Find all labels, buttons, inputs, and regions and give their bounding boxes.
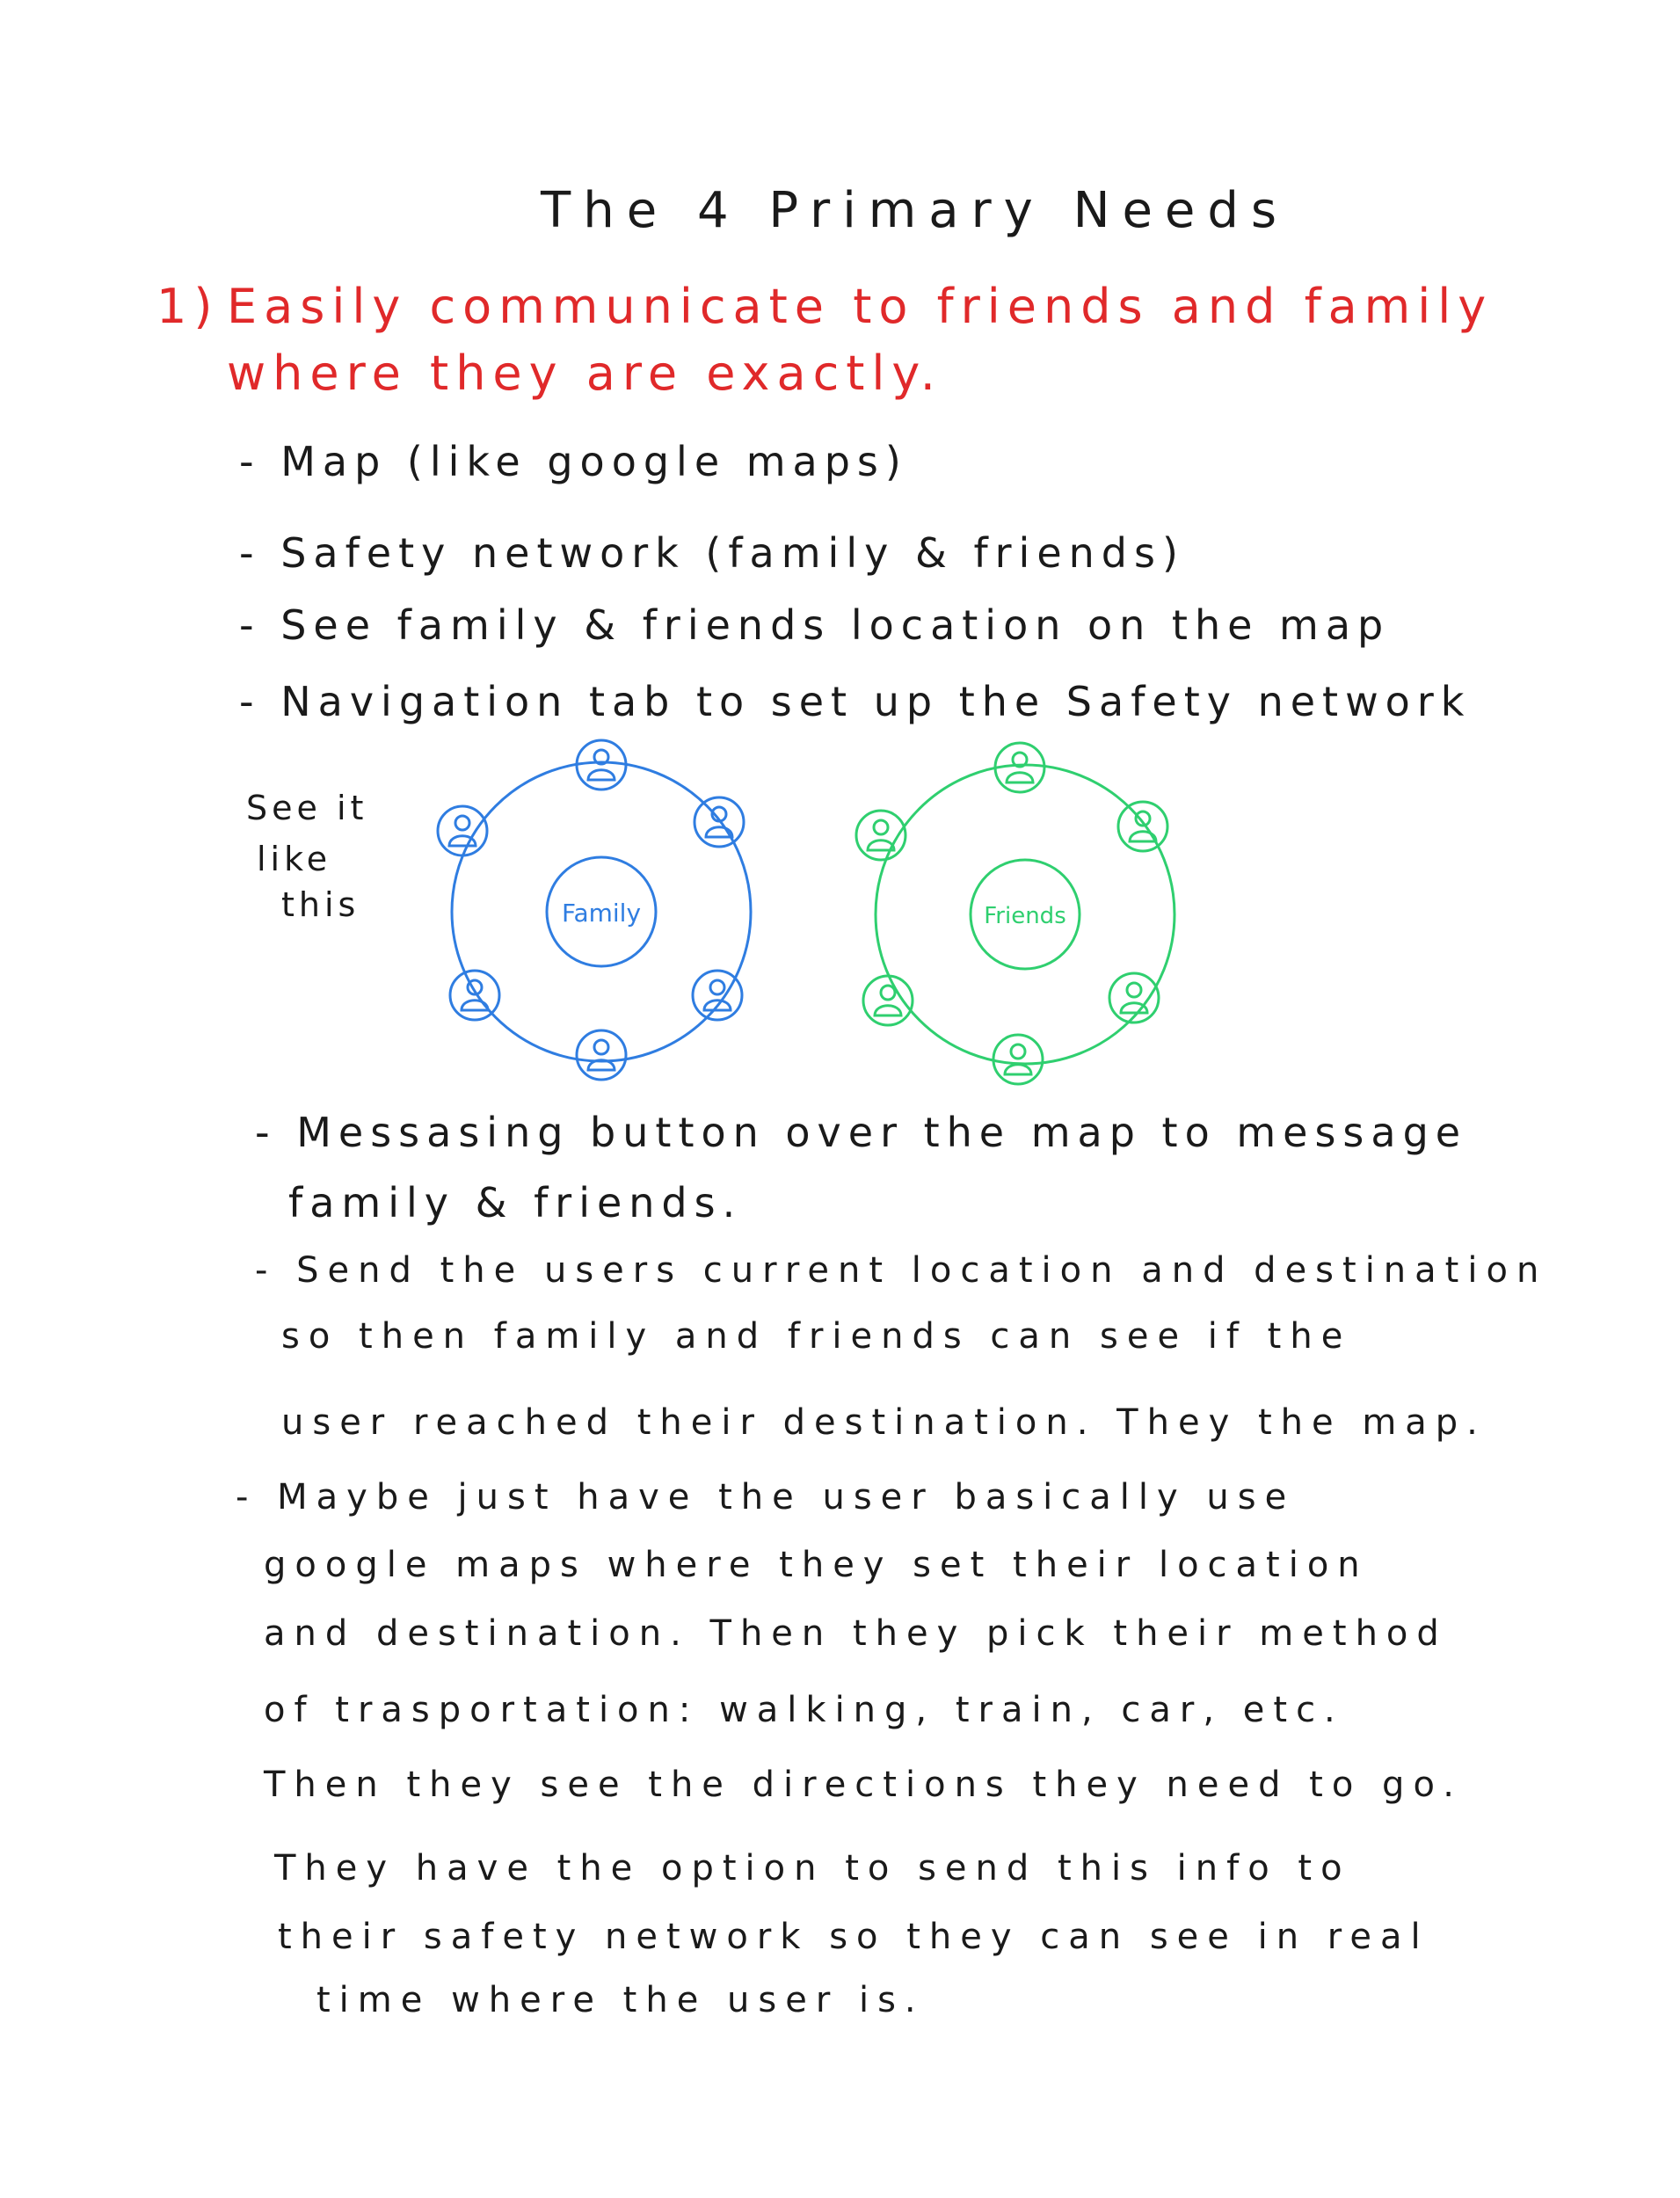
maybe-line-4: of trasportation: walking, train, car, etc. bbox=[264, 1690, 1344, 1730]
family-member-icon bbox=[577, 740, 626, 790]
need-heading-line-1: Easily communicate to friends and family bbox=[227, 279, 1494, 334]
friends-member-icon bbox=[863, 976, 913, 1025]
side-note-line-2: like bbox=[257, 840, 332, 878]
messaging-line-1: - Messasing button over the map to message bbox=[255, 1109, 1468, 1156]
send-line-2: so then family and friends can see if the bbox=[281, 1316, 1352, 1357]
need-heading-line-2: where they are exactly. bbox=[227, 346, 942, 401]
send-line-1: - Send the users current location and destination bbox=[255, 1250, 1548, 1291]
bullet-see-location: - See family & friends location on the map bbox=[239, 601, 1391, 649]
family-diagram bbox=[438, 740, 751, 1080]
need-number: 1) bbox=[156, 279, 220, 334]
family-label: Family bbox=[561, 899, 642, 928]
friends-member-icon bbox=[1118, 802, 1167, 851]
maybe-line-8: time where the user is. bbox=[316, 1980, 925, 2020]
bullet-navigation-tab: - Navigation tab to set up the Safety network bbox=[239, 678, 1472, 725]
messaging-line-2: family & friends. bbox=[288, 1179, 743, 1226]
page-title: The 4 Primary Needs bbox=[541, 182, 1290, 239]
maybe-line-2: google maps where they set their location bbox=[264, 1545, 1369, 1585]
friends-label: Friends bbox=[984, 903, 1066, 929]
family-member-icon bbox=[693, 971, 742, 1020]
bullet-map: - Map (like google maps) bbox=[239, 438, 908, 485]
friends-diagram bbox=[856, 743, 1175, 1084]
friends-member-icon bbox=[993, 1035, 1043, 1084]
family-member-icon bbox=[438, 806, 487, 855]
bullet-safety-network: - Safety network (family & friends) bbox=[239, 529, 1185, 577]
side-note-line-1: See it bbox=[246, 789, 368, 827]
family-member-icon bbox=[450, 971, 499, 1020]
family-member-icon bbox=[695, 797, 744, 847]
maybe-line-6: They have the option to send this info to bbox=[274, 1848, 1351, 1889]
maybe-line-1: - Maybe just have the user basically use bbox=[236, 1477, 1296, 1517]
maybe-line-5: Then they see the directions they need to go. bbox=[264, 1765, 1463, 1805]
side-note-line-3: this bbox=[281, 885, 360, 924]
family-member-icon bbox=[577, 1030, 626, 1080]
maybe-line-7: their safety network so they can see in real bbox=[278, 1917, 1429, 1957]
send-line-3: user reached their destination. They the map. bbox=[281, 1402, 1487, 1443]
maybe-line-3: and destination. Then they pick their method bbox=[264, 1613, 1448, 1654]
